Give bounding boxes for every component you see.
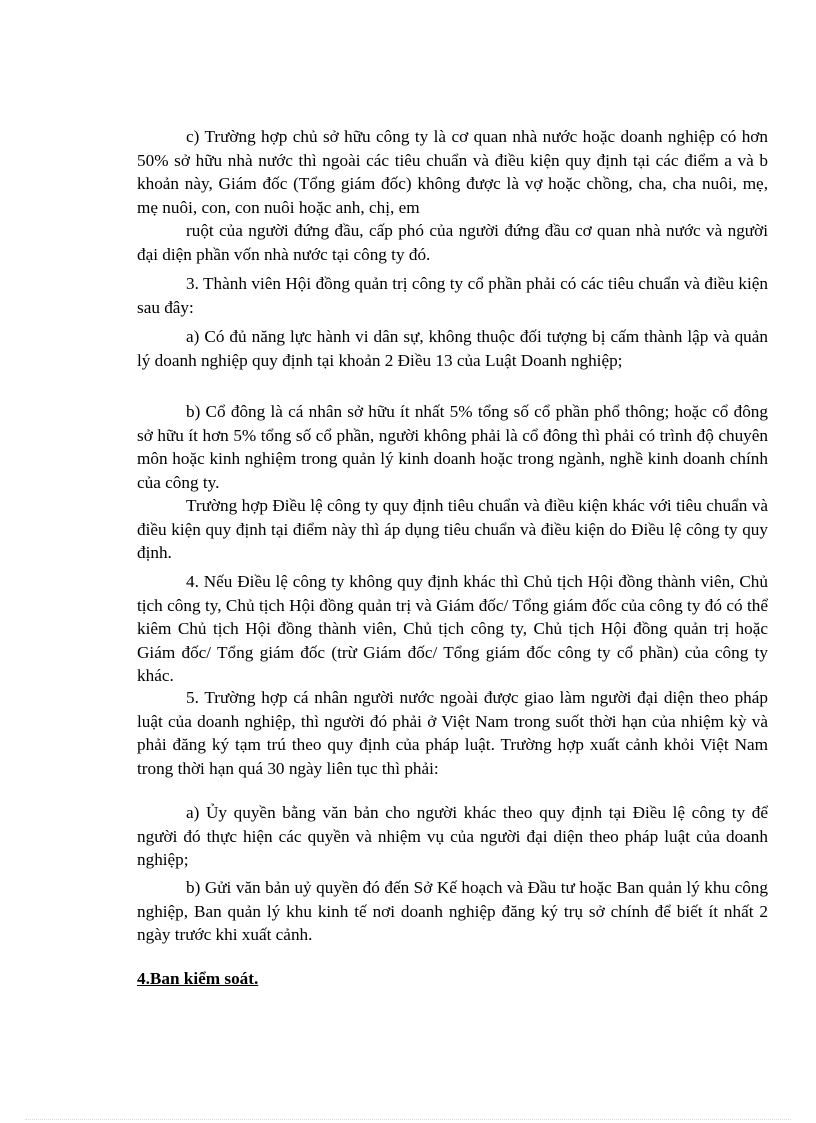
paragraph-3-board-members: 3. Thành viên Hội đồng quản trị công ty cổ phần phải có các tiêu chuẩn và điều kiện sau đây: (137, 274, 768, 317)
paragraph-5-foreign-representative: 5. Trường hợp cá nhân người nước ngoài được giao làm người đại diện theo pháp luật của doanh nghiệp, thì người đó phải ở Việt Nam trong suốt thời hạn của nhiệm kỳ và phải đăng ký tạm trú theo quy định của pháp luật. Trường hợp xuất cảnh khỏi Việt Nam trong thời hạn quá 30 ngày liên tục thì phải: (137, 688, 768, 778)
paragraph-c-continuation: ruột của người đứng đầu, cấp phó của người đứng đầu cơ quan nhà nước và người đại diện phần vốn nhà nước tại công ty đó. (137, 221, 768, 264)
paragraph-3a: a) Có đủ năng lực hành vi dân sự, không thuộc đối tượng bị cấm thành lập và quản lý doanh nghiệp quy định tại khoản 2 Điều 13 của Luật Doanh nghiệp; (137, 327, 768, 370)
section-heading: 4.Ban kiểm soát. (137, 969, 259, 988)
page-bottom-divider (25, 1119, 791, 1120)
paragraph-3b: b) Cổ đông là cá nhân sở hữu ít nhất 5% tổng số cổ phần phổ thông; hoặc cổ đông sở hữu ít hơn 5% tổng số cổ phần, người không phải là cổ đông thì phải có trình độ chuyên môn hoặc kinh nghiệm trong quản lý kinh doanh hoặc trong ngành, nghề kinh doanh chính của công ty. (137, 402, 768, 492)
paragraph-5b: b) Gửi văn bản uỷ quyền đó đến Sở Kế hoạch và Đầu tư hoặc Ban quản lý khu công nghiệp, Ban quản lý khu kinh tế nơi doanh nghiệp đăng ký trụ sở chính để biết ít nhất 2 ngày trước khi xuất cảnh. (137, 878, 768, 945)
paragraph-4-concurrent-roles: 4. Nếu Điều lệ công ty không quy định khác thì Chủ tịch Hội đồng thành viên, Chủ tịch công ty, Chủ tịch Hội đồng quản trị và Giám đốc/ Tổng giám đốc của công ty đó có thể kiêm Chủ tịch Hội đồng thành viên, Chủ tịch công ty, Chủ tịch Hội đồng quản trị hoặc Giám đốc/ Tổng giám đốc (trừ Giám đốc/ Tổng giám đốc công ty cổ phần) của công ty khác. (137, 572, 768, 686)
paragraph-5a: a) Ủy quyền bằng văn bản cho người khác theo quy định tại Điều lệ công ty để người đó thực hiện các quyền và nhiệm vụ của người đại diện theo pháp luật của doanh nghiệp; (137, 803, 768, 870)
paragraph-charter-standards: Trường hợp Điều lệ công ty quy định tiêu chuẩn và điều kiện khác với tiêu chuẩn và điều kiện quy định tại điểm này thì áp dụng tiêu chuẩn và điều kiện do Điều lệ công ty quy định. (137, 496, 768, 563)
paragraph-c-state-owner: c) Trường hợp chủ sở hữu công ty là cơ quan nhà nước hoặc doanh nghiệp có hơn 50% sở hữu nhà nước thì ngoài các tiêu chuẩn và điều kiện quy định tại các điểm a và b khoản này, Giám đốc (Tổng giám đốc) không được là vợ hoặc chồng, cha, cha nuôi, mẹ, mẹ nuôi, con, con nuôi hoặc anh, chị, em (137, 127, 768, 217)
